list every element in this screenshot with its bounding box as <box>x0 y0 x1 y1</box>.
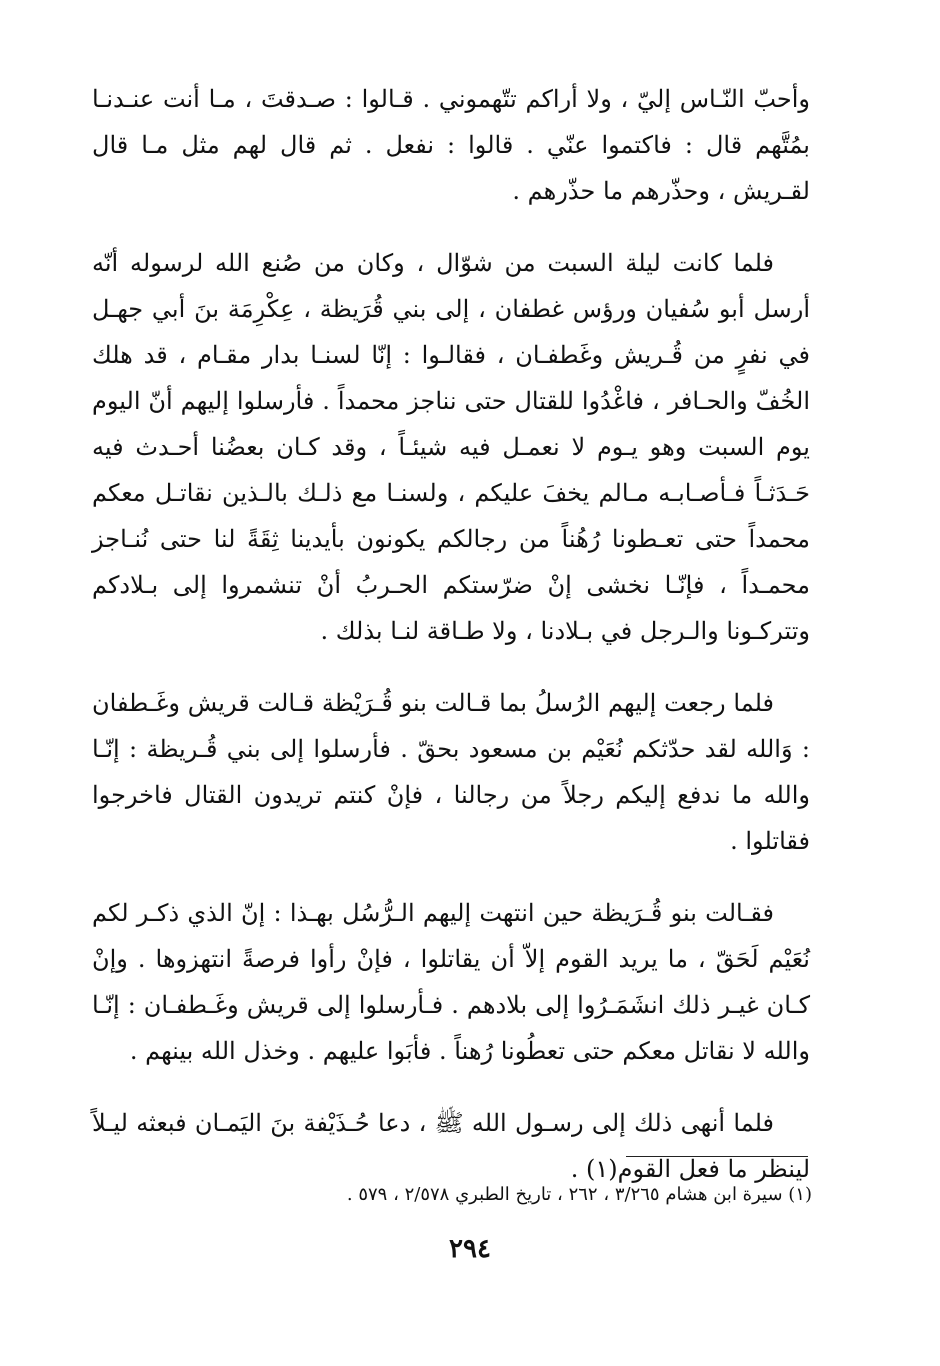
paragraph-1: وأحبّ النّـاس إليّ ، ولا أراكم تتّهموني . قـالوا : صـدقتَ ، مـا أنت عنـدنـا بمُتَّهم قال : فاكتموا عنّي . قالوا : نفعل . ثم قال لهم مثل مـا قال لقـريش ، وحذّرهم ما حذّرهم . <box>92 85 810 205</box>
paragraph-5: فلما أنهى ذلك إلى رسـول الله ﷺ ، دعا حُـذَيْفة بنَ اليَمـان فبعثه ليـلاً لينظر ما فعل القوم(١) . <box>92 1109 810 1183</box>
paragraph-4: فقـالت بنو قُـرَيظة حين انتهت إليهم الـرُّسُل بهـذا : إنّ الذي ذكـر لكم نُعَيْم لَحَقّ ، ما يريد القوم إلاّ أن يقاتلوا ، فإنْ رأوا فرصةً انتهزوها . وإنْ كـان غيـر ذلك انشَمَـرُوا إلى بلادهم . فـأرسلوا إلى قريش وغَـطفـان : إنّـا والله لا نقاتل معكم حتى تعطُونا رُهناً . فأبَوا عليهم . وخذل الله بينهم . <box>92 899 810 1065</box>
page-number: ٢٩٤ <box>449 1234 491 1264</box>
body-text <box>92 76 810 1218</box>
footnote-divider <box>626 1156 808 1157</box>
paragraph-3: فلما رجعت إليهم الرُسلُ بما قـالت بنو قُـرَيْظة قـالت قريش وغَـطفان : وَالله لقد حدّثكم نُعَيْم بن مسعود بحقّ . فأرسلوا إلى بني قُـريظة : إنّـا والله ما ندفع إليكم رجلاً من رجالنا ، فإنْ كنتم تريدون القتال فاخرجوا فقاتلوا . <box>92 689 810 855</box>
footnote: (١) سيرة ابن هشام ٣/٢٦٥ ، ٢٦٢ ، تاريخ الطبري ٢/٥٧٨ ، ٥٧٩ . <box>346 1184 812 1205</box>
paragraph-2: فلما كانت ليلة السبت من شوّال ، وكان من صُنع الله لرسوله أنّه أرسل أبو سُفيان ورؤس غطفان ، إلى بني قُرَيظة ، عِكْرِمَة بنَ أبي جهـل في نفرٍ من قُـريش وغَطفـان ، فقالـوا : إنّا لسنـا بدار مقـام ، قد هلك الخُفّ والحـافر ، فاغْدُوا للقتال حتى نناجز محمداً . فأرسلوا إليهم أنّ اليوم يوم السبت وهو يـوم لا نعمـل فيه شيئـاً ، وقد كـان بعضُنا أحـدث فيه حَـدَثـاً فـأصـابـه مـالم يخفَ عليكم ، ولسنـا مع ذلـك بالـذين نقاتـل معكم محمداً حتى تعـطونا رُهُناً من رجالكم يكونون بأيدينا ثِقَةً لنا حتى نُنـاجز محمـداً ، فإنّـا نخشى إنْ ضرّستكم الحـربُ أنْ تنشمروا إلى بـلادكم وتتركـونا والـرجل في بـلادنا ، ولا طـاقة لنـا بذلك . <box>92 249 811 645</box>
